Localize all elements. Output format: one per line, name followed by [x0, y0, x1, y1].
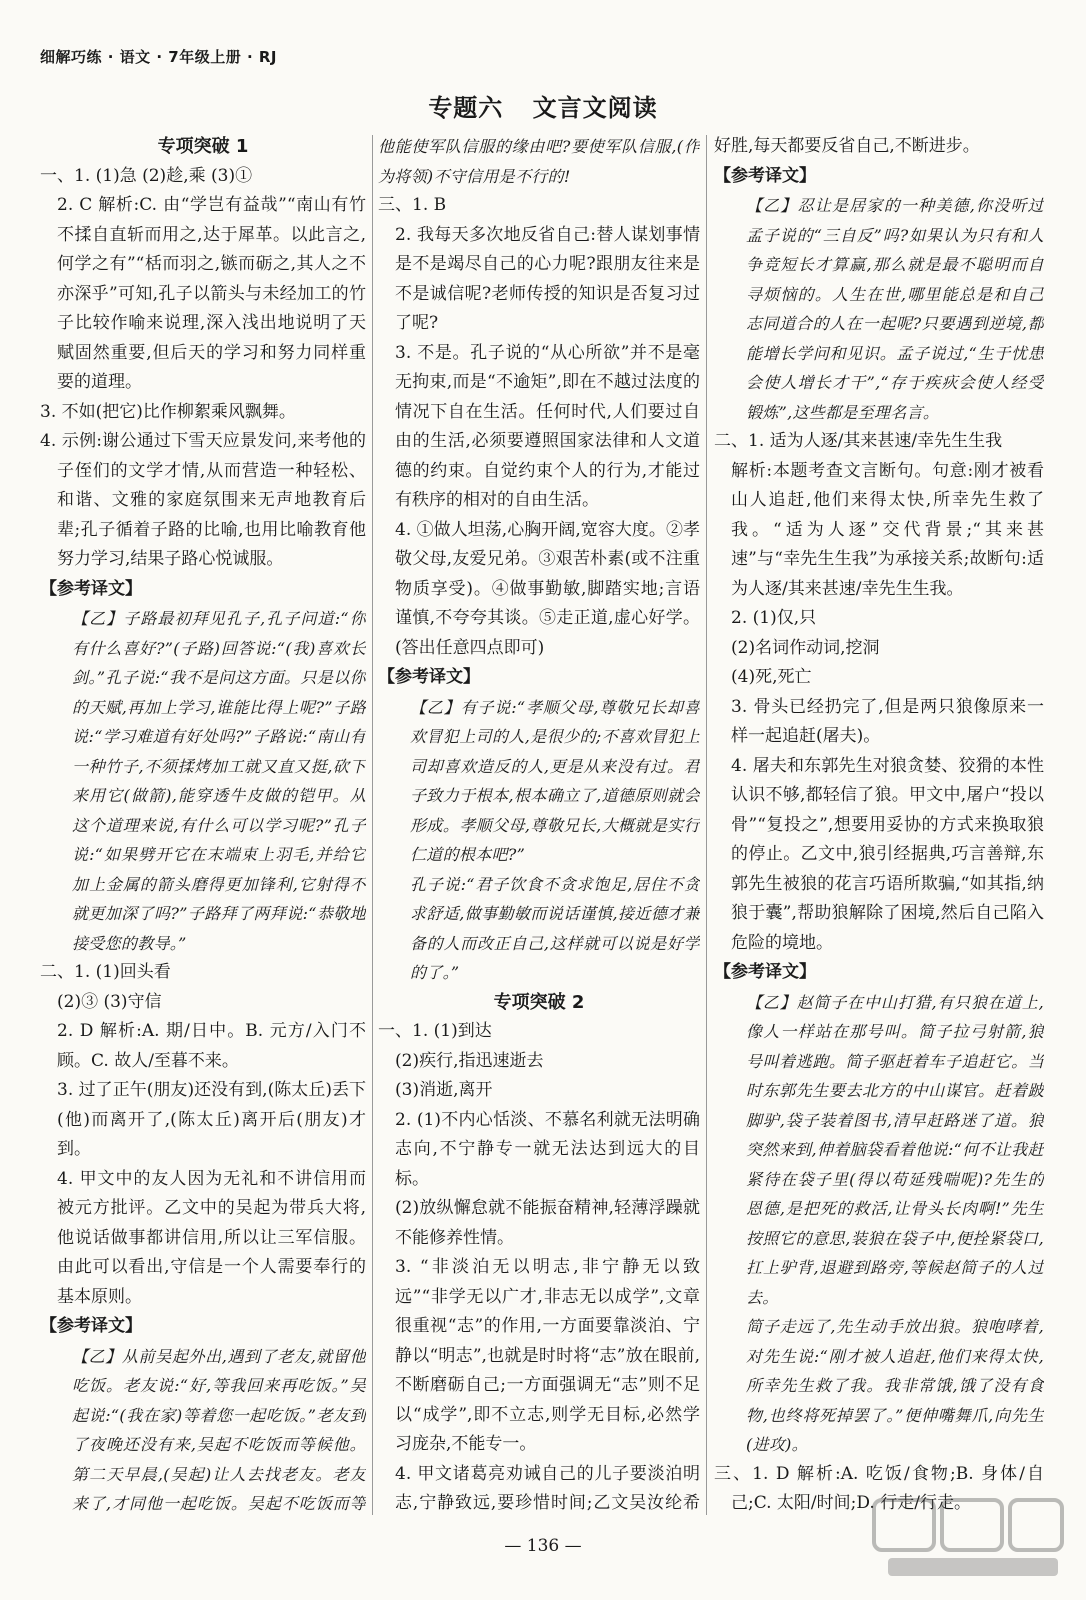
- answer-paragraph: (3)消逝,离开: [395, 1080, 493, 1100]
- answer-paragraph: 3. 骨头已经扔完了,但是两只狼像原来一样一起追赶(屠夫)。: [731, 696, 1044, 746]
- answer-paragraph: 4. 甲文诸葛亮劝诫自己的儿子要淡泊明志,宁静致远,要珍惜时间;乙文吴汝纶希: [395, 1463, 700, 1513]
- answer-paragraph: 2. (1)不内心恬淡、不慕名利就无法明确志向,不宁静专一就无法达到远大的目标。: [395, 1109, 700, 1189]
- column-3: [714, 132, 1044, 1522]
- reference-heading: 【参考译文】: [378, 667, 480, 687]
- answer-paragraph: 2. D 解析:A. 期/日中。B. 元方/入门不顾。C. 故人/至暮不来。: [57, 1021, 366, 1071]
- watermark-logo: [868, 1492, 1068, 1582]
- reference-heading: 【参考译文】: [40, 1316, 142, 1336]
- answer-paragraph: 2. 我每天多次地反省自己:替人谋划事情是不是竭尽自己的心力呢?跟朋友往来是不是诚信呢?老师传授的知识是否复习过了呢?: [395, 224, 700, 333]
- answer-paragraph: 解析:本题考查文言断句。句意:刚才被看山人追赶,他们来得太快,所幸先生救了我。“适为人逐”交代背景;“其来甚速”与“幸先生生我”为承接关系;故断句:适为人逐/其来甚速/幸先生生我。: [731, 460, 1044, 599]
- answer-paragraph: 三、1. D 解析:A. 吃饭/食物;B. 身体/自己;C. 太阳/时间;D. 行走/行走。: [714, 1463, 1044, 1513]
- answer-paragraph: 【乙】忍让是居家的一种美德,你没听过孟子说的“三自反”吗?如果认为只有和人争竞短长才算赢,那么就是最不聪明而自寻烦恼的。人生在世,哪里能总是和自己志同道合的人在一起呢?只要遇到逆境,都能增长学问和见识。孟子说过,“生于忧患会使人增长才干”,“存于疾疢会使人经受锻炼”,这些都是至理名言。: [746, 196, 1044, 422]
- answer-paragraph: 2. C 解析:C. 由“学岂有益哉”“南山有竹不揉自直斩而用之,达于犀革。以此言之,何学之有”“栝而羽之,镞而砺之,其人之不亦深乎”可知,孔子以箭头与未经加工的竹子比较作喻来说理,深入浅出地说明了天赋固然重要,但后天的学习和努力同样重要的道理。: [57, 195, 366, 392]
- section-heading: 专项突破 2: [493, 991, 585, 1013]
- answer-paragraph: 孔子说:“君子饮食不贪求饱足,居住不贪求舒适,做事勤敏而说话谨慎,接近德才兼备的人而改正自己,这样就可以说是好学的了。”: [410, 874, 700, 982]
- reference-heading: 【参考译文】: [714, 962, 816, 982]
- chapter-name: 文言文阅读: [532, 94, 658, 122]
- column-divider: [372, 135, 373, 1515]
- answer-paragraph: (2)③ (3)守信: [57, 991, 162, 1012]
- reference-heading: 【参考译文】: [714, 165, 816, 186]
- page-number: — 136 —: [504, 1536, 582, 1556]
- answer-paragraph: 二、1. 适为人逐/其来甚速/幸先生生我: [714, 431, 1003, 451]
- answer-paragraph: 一、1. (1)到达: [378, 1021, 492, 1041]
- chapter-title: [0, 88, 1086, 123]
- chapter-number: 专题六: [428, 94, 504, 122]
- answer-paragraph: 3. 不如(把它)比作柳絮乘风飘舞。: [40, 401, 296, 422]
- answer-paragraph: 【乙】赵简子在中山打猎,有只狼在道上,像人一样站在那号叫。简子拉弓射箭,狼号叫着逃跑。简子驱赶着车子追赶它。当时东郭先生要去北方的中山谋官。赶着跛脚驴,袋子装着图书,清早赶路迷了道。狼突然来到,伸着脑袋看着他说:“何不让我赶紧待在袋子里(得以苟延残喘呢)?先生的恩德,是把死的救活,让骨头长肉啊!”先生按照它的意思,装狼在袋子中,便拴紧袋口,扛上驴背,退避到路旁,等候赵简子的人过去。: [746, 992, 1044, 1307]
- answer-paragraph: 【乙】从前吴起外出,遇到了老友,就留他吃饭。老友说:“好,等我回来再吃饭。”吴起说:“(我在家)等着您一起吃饭。”老友到了夜晚还没有来,吴起不吃饭而等候他。第二天早晨,(吴起)让人去找老友。老友来了,才同他一起吃饭。吴起不吃饭而等: [72, 1346, 366, 1513]
- answer-paragraph: 4. 甲文中的友人因为无礼和不讲信用而被元方批评。乙文中的吴起为带兵大将,他说话做事都讲信用,所以让三军信服。由此可以看出,守信是一个人需要奉行的基本原则。: [57, 1168, 366, 1307]
- answer-paragraph: 4. 屠夫和东郭先生对狼贪婪、狡猾的本性认识不够,都轻信了狼。甲文中,屠户“投以骨”“复投之”,想要用妥协的方式来换取狼的停止。乙文中,狼引经据典,巧言善辩,东郭先生被狼的花言巧语所欺骗,“如其指,纳狼于囊”,帮助狼解除了困境,然后自己陷入危险的境地。: [731, 755, 1044, 953]
- column-divider: [706, 135, 707, 1515]
- answer-paragraph: 4. ①做人坦荡,心胸开阔,宽容大度。②孝敬父母,友爱兄弟。③艰苦朴素(或不注重物质享受)。④做事勤敏,脚踏实地;言语谨慎,不夸夸其谈。⑤走正道,虚心好学。(答出任意四点即可): [395, 519, 700, 658]
- answer-paragraph: 【乙】有子说:“孝顺父母,尊敬兄长却喜欢冒犯上司的人,是很少的;不喜欢冒犯上司却喜欢造反的人,更是从来没有过。君子致力于根本,根本确立了,道德原则就会形成。孝顺父母,尊敬兄长,大概就是实行仁道的根本吧?”: [410, 697, 700, 864]
- answer-paragraph: 他能使军队信服的缘由吧?要使军队信服,(作为将领)不守信用是不行的!: [378, 137, 700, 186]
- column-1: [40, 132, 366, 1522]
- answer-paragraph: (4)死,死亡: [731, 667, 812, 687]
- answer-paragraph: (2)疾行,指迅速逝去: [395, 1050, 544, 1071]
- answer-paragraph: 3. 不是。孔子说的“从心所欲”并不是毫无拘束,而是“不逾矩”,即在不越过法度的情况下自在生活。任何时代,人们要过自由的生活,必须要遵照国家法律和人文道德的约束。自觉约束个人的行为,才能过有秩序的相对的自由生活。: [395, 342, 700, 510]
- reference-heading: 【参考译文】: [40, 578, 142, 599]
- answer-paragraph: 4. 示例:谢公通过下雪天应景发问,来考他的子侄们的文学才情,从而营造一种轻松、和谐、文雅的家庭氛围来无声地教育后辈;孔子循着子路的比喻,也用比喻教育他努力学习,结果子路心悦诚服。: [40, 431, 366, 569]
- answer-paragraph: 3. 过了正午(朋友)还没有到,(陈太丘)丢下(他)而离开了,(陈太丘)离开后(朋友)才到。: [57, 1080, 366, 1159]
- answer-paragraph: 2. (1)仅,只: [731, 608, 817, 628]
- answer-paragraph: 二、1. (1)回头看: [40, 962, 171, 982]
- answer-paragraph: 一、1. (1)急 (2)趁,乘 (3)①: [40, 165, 253, 186]
- answer-paragraph: 3. “非淡泊无以明志,非宁静无以致远”“非学无以广才,非志无以成学”,文章很重视“志”的作用,一方面要靠淡泊、宁静以“明志”,也就是时时将“志”放在眼前,不断磨砺自己;一方面强调无“志”则不足以“成学”,即不立志,则学无目标,必然学习庞杂,不能专一。: [395, 1257, 700, 1454]
- answer-paragraph: 好胜,每天都要反省自己,不断进步。: [714, 136, 980, 156]
- answer-paragraph: (2)名词作动词,挖洞: [731, 637, 880, 658]
- book-header: 细解巧练 · 语文 · 7年级上册 · RJ: [40, 48, 277, 66]
- answer-paragraph: 三、1. B: [378, 195, 447, 215]
- section-heading: 专项突破 1: [157, 136, 249, 157]
- column-2: [378, 132, 700, 1522]
- answer-paragraph: 简子走远了,先生动手放出狼。狼咆哮着,对先生说:“刚才被人追赶,他们来得太快,所幸先生救了我。我非常饿,饿了没有食物,也终将死掉罢了。”便伸嘴舞爪,向先生(进攻)。: [746, 1317, 1044, 1454]
- answer-paragraph: 【乙】子路最初拜见孔子,孔子问道:“你有什么喜好?”(子路)回答说:“(我)喜欢长剑。”孔子说:“我不是问这方面。只是以你的天赋,再加上学习,谁能比得上呢?”子路说:“学习难道有好处吗?”子路说:“南山有一种竹子,不须揉烤加工就又直又挺,砍下来用它(做箭),能穿透牛皮做的铠甲。从这个道理来说,有什么可以学习呢?”孔子说:“如果劈开它在末端束上羽毛,并给它加上金属的箭头磨得更加锋利,它射得不就更加深了吗?”子路拜了两拜说:“恭敬地接受您的教导。”: [72, 609, 366, 953]
- answer-paragraph: (2)放纵懈怠就不能振奋精神,轻薄浮躁就不能修养性情。: [395, 1198, 700, 1248]
